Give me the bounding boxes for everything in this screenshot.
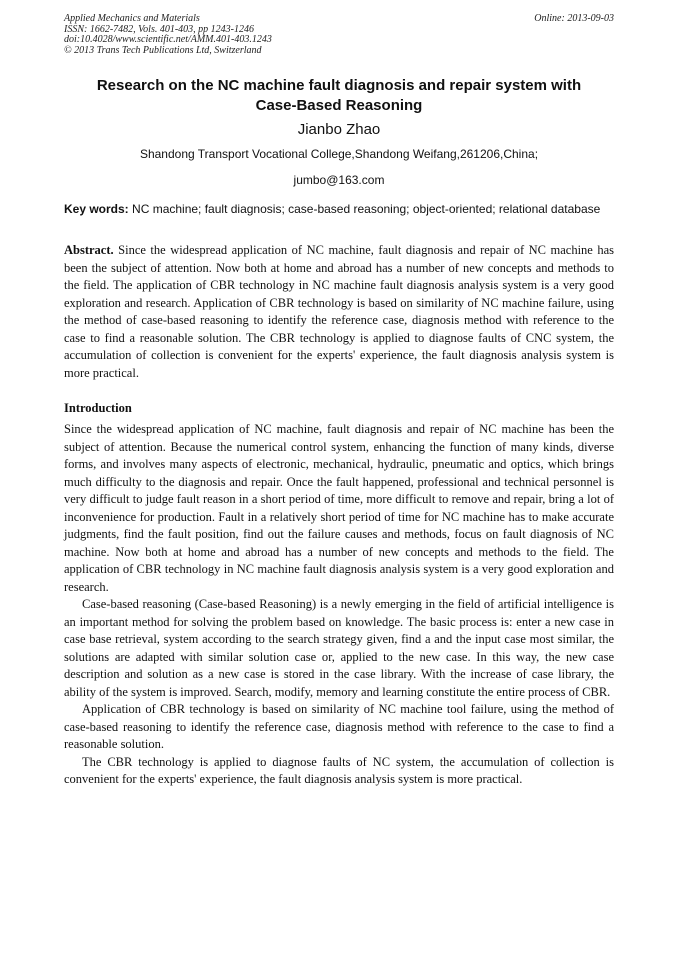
section-heading-introduction: Introduction: [64, 401, 132, 415]
journal-doi: doi:10.4028/www.scientific.net/AMM.401-403.1243: [64, 34, 272, 45]
keywords: [64, 201, 614, 218]
author-email: jumbo@163.com: [293, 173, 385, 187]
intro-paragraph: Case-based reasoning (Case-based Reasoning) is a newly emerging in the field of artificial intelligence is an important method for solving the problem based on knowledge. The basic process is: enter a new case in case base retrieval, system according to the search strategy given, find a and the input case most similar, the solutions are adapted with similar solution case or, applied to the new case. In this way, the new case description and solution as a new case is stored in the case library. With the increase of case library, the ability of the system is improved. Search, modify, memory and learning constitute the entire process of CBR.: [64, 597, 614, 699]
paper-author: Jianbo Zhao: [297, 121, 381, 138]
abstract-text: Since the widespread application of NC machine, fault diagnosis and repair of NC machine has been the subject of attention. Now both at home and abroad has a number of new concepts and methods to the field. The application of CBR technology in NC machine fault diagnosis analysis system is a very good exploration and research. Application of CBR technology is based on similarity of NC machine failure, using the method of case-based reasoning to identify the reference case, diagnosis method with reference to the case to find a reasonable solution. The CBR technology is applied to diagnose faults of CNC system, the accumulation of collection is convenient for the experts' experience, the fault diagnosis analysis system is more practical.: [64, 243, 615, 380]
intro-paragraph: The CBR technology is applied to diagnose faults of NC system, the accumulation of collection is convenient for the experts' experience, the fault diagnosis analysis system is more practical.: [64, 754, 614, 786]
keywords-text: NC machine; fault diagnosis; case-based reasoning; object-oriented; relational database: [132, 202, 601, 216]
journal-copyright: © 2013 Trans Tech Publications Ltd, Switzerland: [64, 44, 262, 56]
journal-issn: ISSN: 1662-7482, Vols. 401-403, pp 1243-1246: [64, 23, 254, 35]
author-affiliation: Shandong Transport Vocational College,Shandong Weifang,261206,China;: [139, 147, 539, 161]
online-date: Online: 2013-09-03: [534, 13, 614, 24]
journal-header: [64, 14, 614, 56]
abstract: [64, 242, 614, 382]
keywords-label: Key words:: [64, 202, 129, 216]
abstract-label: Abstract.: [64, 243, 114, 257]
paper-title: Research on the NC machine fault diagnosis and repair system with Case-Based Reasoning: [96, 77, 582, 114]
journal-name: Applied Mechanics and Materials: [64, 13, 200, 24]
intro-paragraph: Application of CBR technology is based on similarity of NC machine tool failure, using the method of case-based reasoning to identify the reference case, diagnosis method with reference to the case to find a reasonable solution.: [64, 702, 614, 751]
intro-paragraph: Since the widespread application of NC machine, fault diagnosis and repair of NC machine has been the subject of attention. Because the numerical control system, enhancing the function of many kinds, diverse forms, and involves many aspects of electronic, mechanical, hydraulic, pneumatic and optics, which brings much difficulty to the diagnosis and repair. Once the fault happened, professional and technical personnel is very difficult to judge fault reason in a short period of time, more difficult to remove and repair, bring a lot of inconvenience for production. Fault in a relatively short period of time for NC machine has to make accurate judgments, find the fault position, find out the failure causes and methods, focus on fault diagnosis of NC machine. Now both at home and abroad has a number of new concepts and methods to the field. The application of CBR technology in NC machine fault diagnosis analysis system is a very good exploration and research.: [64, 422, 614, 594]
